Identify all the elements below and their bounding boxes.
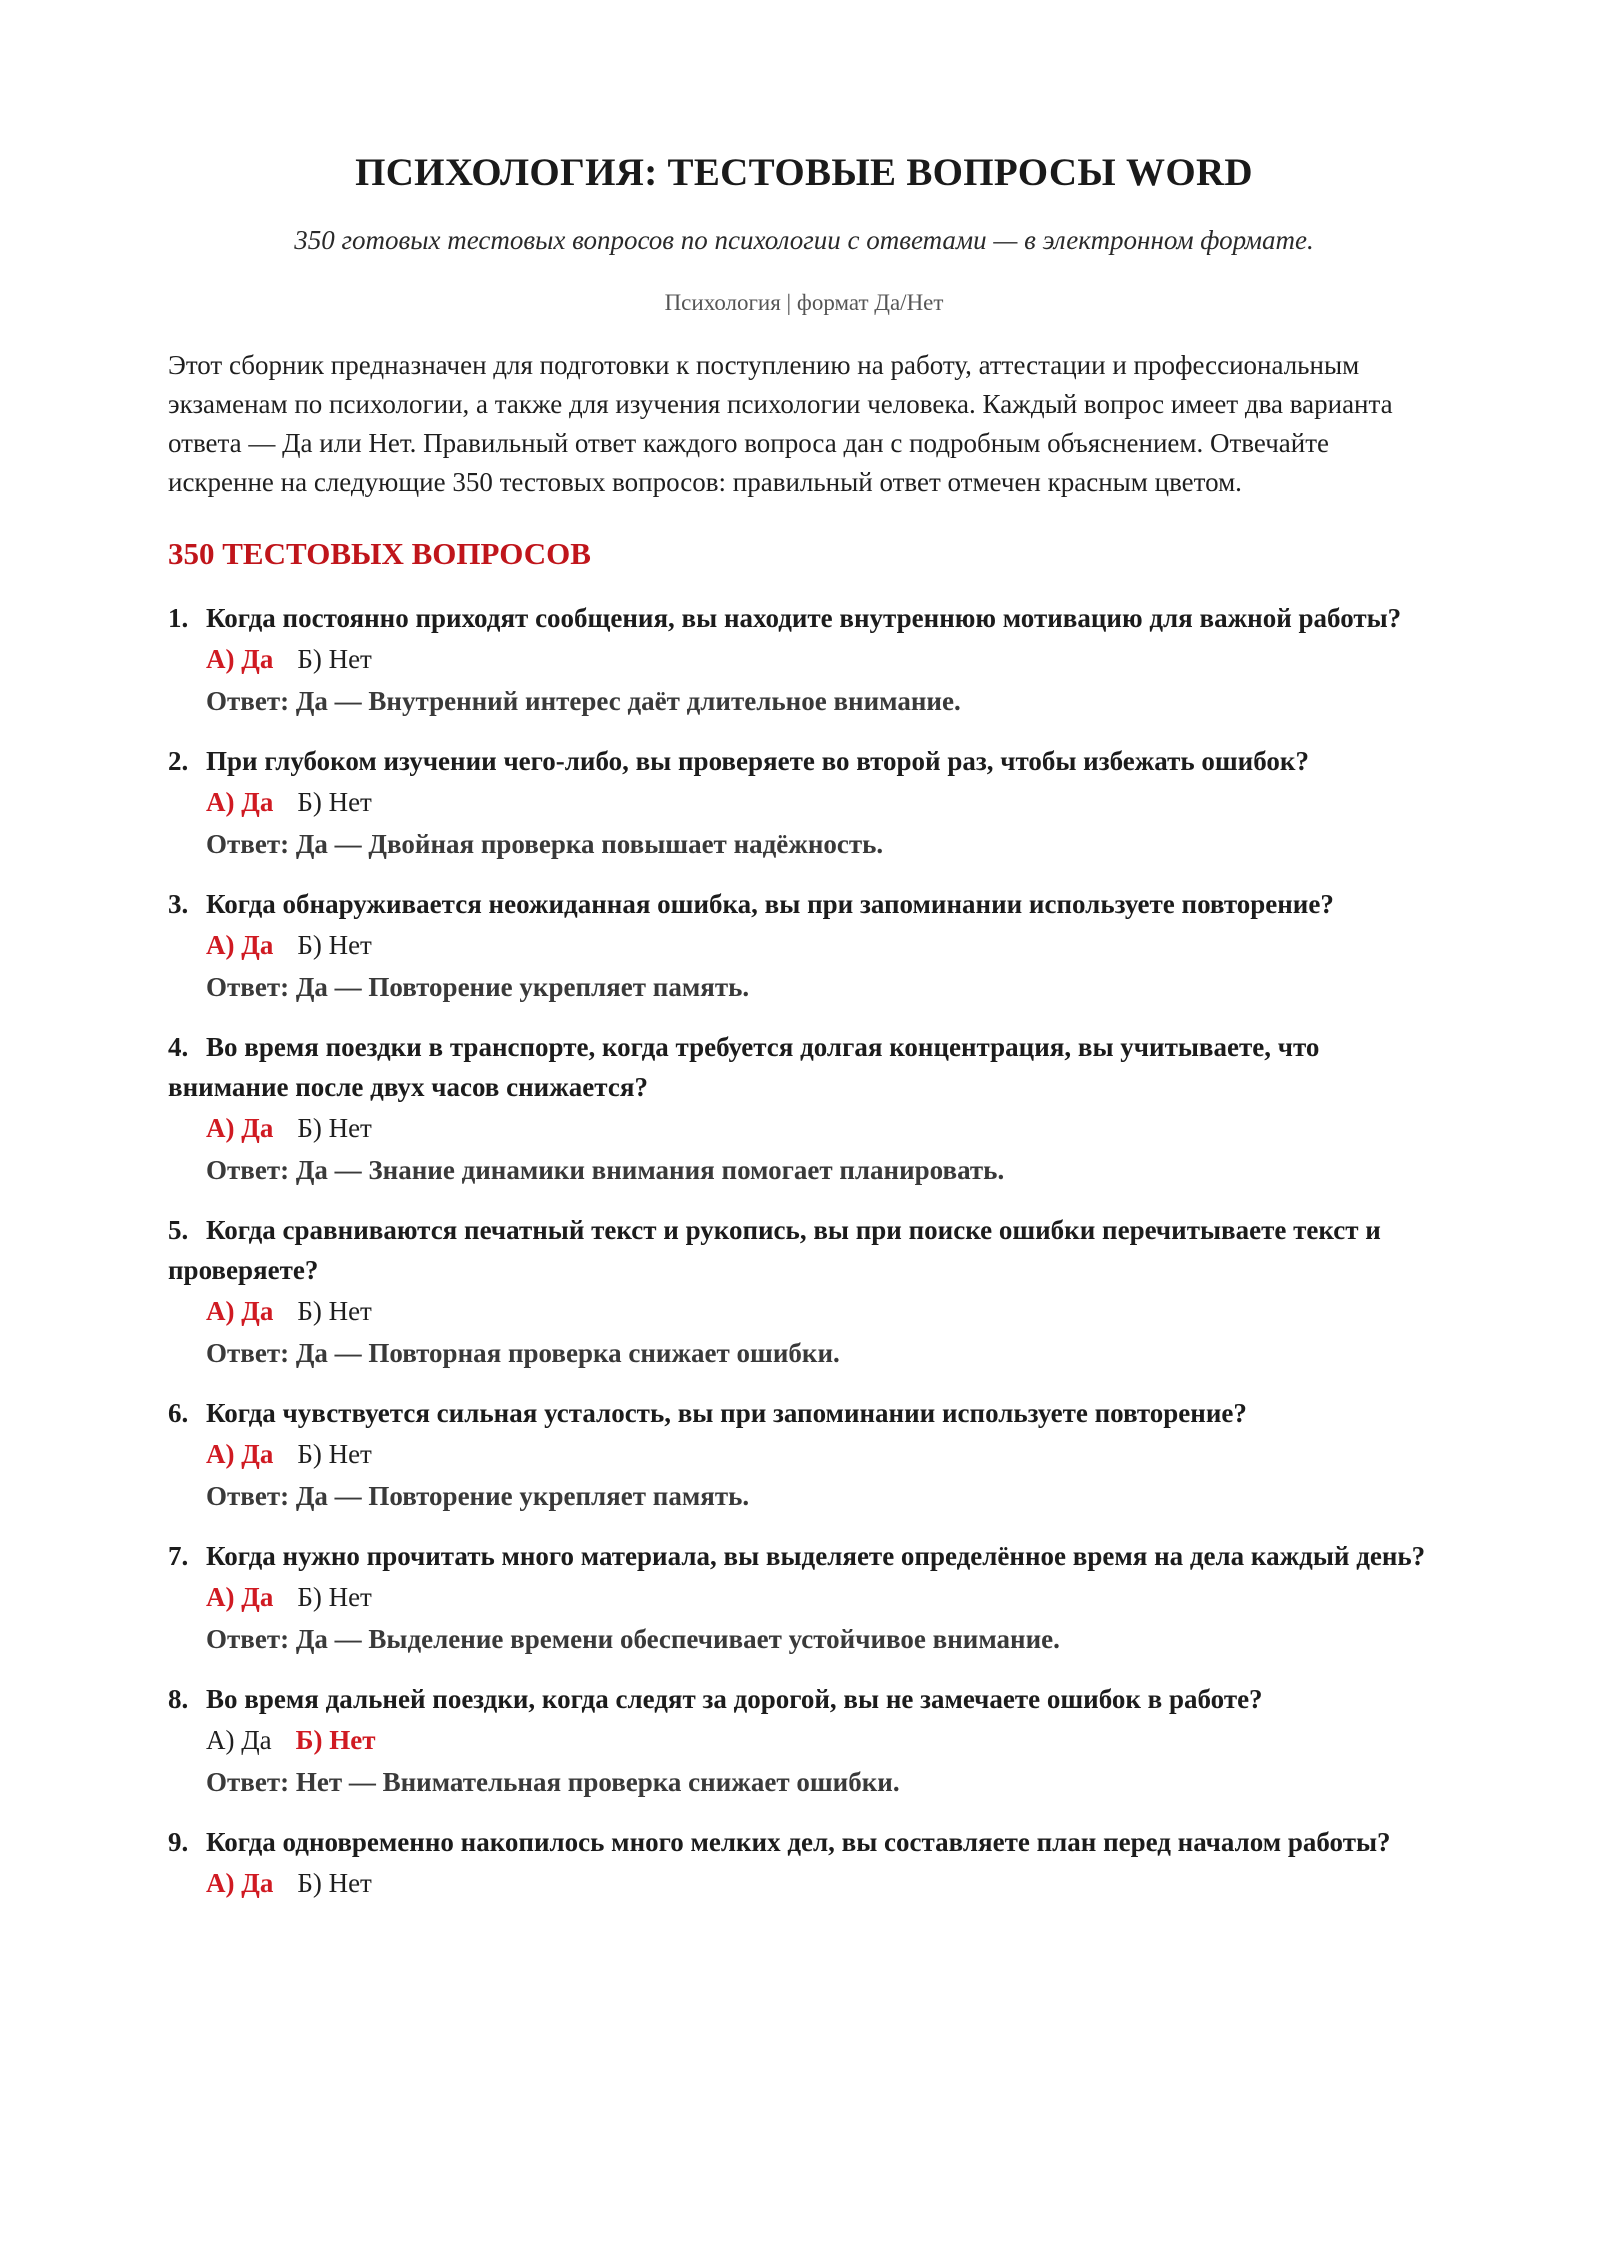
question-body: Когда обнаруживается неожиданная ошибка, вы при запоминании используете повторение?: [206, 889, 1334, 919]
document-title: ПСИХОЛОГИЯ: ТЕСТОВЫЕ ВОПРОСЫ WORD: [355, 151, 1253, 194]
option-a: А) Да: [206, 1725, 272, 1755]
answer-options: [168, 638, 1440, 680]
option-b: Б) Нет: [297, 1868, 372, 1898]
question-body: Когда постоянно приходят сообщения, вы находите внутреннюю мотивацию для важной работы?: [206, 603, 1402, 633]
answer-options: [168, 1719, 1440, 1761]
option-b: Б) Нет: [297, 1113, 372, 1143]
option-b: Б) Нет: [297, 930, 372, 960]
option-a: А) Да: [206, 1296, 274, 1326]
answer-options: [168, 1290, 1440, 1332]
section-heading: 350 ТЕСТОВЫХ ВОПРОСОВ: [168, 536, 591, 571]
question-number: 3.: [168, 889, 189, 919]
option-b: Б) Нет: [297, 1582, 372, 1612]
option-a: А) Да: [206, 787, 274, 817]
question-item: [168, 1393, 1440, 1517]
option-b: Б) Нет: [297, 1296, 372, 1326]
question-body: Когда нужно прочитать много материала, вы выделяете определённое время на дела каждый день?: [206, 1541, 1426, 1571]
option-a: А) Да: [206, 1113, 274, 1143]
answer-options: [168, 1862, 1440, 1904]
question-item: [168, 884, 1440, 1008]
question-item: [168, 1679, 1440, 1803]
question-number: 6.: [168, 1398, 189, 1428]
question-list: [168, 598, 1440, 1904]
question-number: 4.: [168, 1032, 189, 1062]
question-text: [168, 1210, 1440, 1290]
option-b: Б) Нет: [295, 1725, 376, 1755]
question-item: [168, 1210, 1440, 1374]
question-number: 1.: [168, 603, 189, 633]
option-b: Б) Нет: [297, 787, 372, 817]
question-text: [168, 1822, 1440, 1862]
answer-explanation: Ответ: Да — Двойная проверка повышает надёжность.: [206, 829, 884, 859]
answer-explanation: Ответ: Да — Выделение времени обеспечивает устойчивое внимание.: [206, 1624, 1060, 1654]
answer-explanation: Ответ: Нет — Внимательная проверка снижает ошибки.: [206, 1767, 900, 1797]
question-body: Когда чувствуется сильная усталость, вы при запоминании используете повторение?: [206, 1398, 1247, 1428]
document-page: [168, 150, 1440, 1923]
question-number: 8.: [168, 1684, 189, 1714]
question-item: [168, 1536, 1440, 1660]
question-body: Когда сравниваются печатный текст и рукопись, вы при поиске ошибки перечитываете текст и проверяете?: [168, 1215, 1381, 1285]
question-text: [168, 1393, 1440, 1433]
question-body: Когда одновременно накопилось много мелких дел, вы составляете план перед началом работы?: [206, 1827, 1391, 1857]
question-text: [168, 884, 1440, 924]
option-a: А) Да: [206, 930, 274, 960]
question-number: 5.: [168, 1215, 189, 1245]
option-b: Б) Нет: [297, 644, 372, 674]
question-number: 9.: [168, 1827, 189, 1857]
question-text: [168, 1027, 1440, 1107]
answer-explanation: Ответ: Да — Внутренний интерес даёт длительное внимание.: [206, 686, 961, 716]
document-meta: Психология | формат Да/Нет: [664, 290, 944, 315]
question-item: [168, 741, 1440, 865]
question-item: [168, 598, 1440, 722]
intro-paragraph: Этот сборник предназначен для подготовки к поступлению на работу, аттестации и профессиональным экзаменам по психологии, а также для изучения психологии человека. Каждый вопрос имеет два варианта ответа — Да или Нет. Правильный ответ каждого вопроса дан с подробным объяснением. Отвечайте искренне на следующие 350 тестовых вопросов: правильный ответ отмечен красным цветом.: [168, 350, 1393, 497]
option-a: А) Да: [206, 644, 274, 674]
question-text: [168, 741, 1440, 781]
question-text: [168, 598, 1440, 638]
document-subtitle: 350 готовых тестовых вопросов по психологии с ответами — в электронном формате.: [294, 225, 1314, 255]
question-body: Во время дальней поездки, когда следят за дорогой, вы не замечаете ошибок в работе?: [206, 1684, 1263, 1714]
question-body: Во время поездки в транспорте, когда требуется долгая концентрация, вы учитываете, что внимание после двух часов снижается?: [168, 1032, 1320, 1102]
question-text: [168, 1536, 1440, 1576]
question-body: При глубоком изучении чего-либо, вы проверяете во второй раз, чтобы избежать ошибок?: [206, 746, 1309, 776]
option-a: А) Да: [206, 1582, 274, 1612]
option-a: А) Да: [206, 1439, 274, 1469]
question-item: [168, 1027, 1440, 1191]
option-b: Б) Нет: [297, 1439, 372, 1469]
answer-explanation: Ответ: Да — Повторение укрепляет память.: [206, 1481, 750, 1511]
answer-options: [168, 1107, 1440, 1149]
answer-options: [168, 924, 1440, 966]
question-number: 7.: [168, 1541, 189, 1571]
question-number: 2.: [168, 746, 189, 776]
option-a: А) Да: [206, 1868, 274, 1898]
answer-options: [168, 1576, 1440, 1618]
answer-explanation: Ответ: Да — Повторная проверка снижает ошибки.: [206, 1338, 840, 1368]
answer-explanation: Ответ: Да — Повторение укрепляет память.: [206, 972, 750, 1002]
question-text: [168, 1679, 1440, 1719]
answer-options: [168, 781, 1440, 823]
question-item: [168, 1822, 1440, 1904]
answer-options: [168, 1433, 1440, 1475]
answer-explanation: Ответ: Да — Знание динамики внимания помогает планировать.: [206, 1155, 1005, 1185]
